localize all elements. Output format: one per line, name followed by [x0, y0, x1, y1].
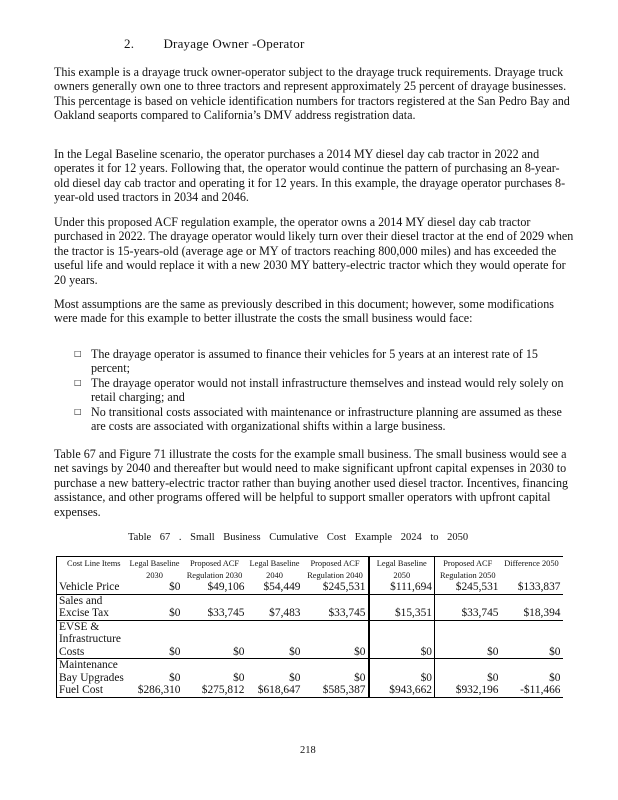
table-row [57, 620, 563, 659]
table-cell: $15,351 [369, 594, 435, 620]
table-cell: $0 [169, 671, 181, 684]
table-cell: -$11,466 [501, 684, 563, 697]
table-row [57, 594, 563, 620]
paragraph-assumptions: Most assumptions are the same as previously described in this document; however, some modifications were made for this example to better illustrate the costs the small business would face: [54, 297, 554, 326]
list-item [74, 376, 574, 405]
table-cell: $275,812 [183, 684, 247, 697]
table-cell: $0 [501, 620, 563, 659]
paragraph-intro: This example is a drayage truck owner-operator subject to the drayage truck requirements. Drayage truck owners generally own one to three tractors and represent approximately 25 percent of drayage businesses. This percentage is based on vehicle identification numbers for tractors registered at the San Pedro Bay and Oakland seaports compared to California’s DMV address registration data. [54, 65, 570, 123]
table-caption: Table 67 . Small Business Cumulative Cost Example 2024 to 2050 [128, 532, 469, 543]
table-cell: $618,647 [247, 684, 303, 697]
table-cell: $0 [289, 671, 301, 684]
column-header: Proposed ACF Regulation 2050 [435, 557, 501, 582]
table-cell: $0 [354, 671, 366, 684]
table-cell: $33,745 [435, 594, 501, 620]
row-label: Sales and Excise Tax [57, 594, 127, 620]
bullet-icon: □ [74, 406, 82, 416]
column-header: Proposed ACF Regulation 2040 [303, 557, 369, 582]
column-header: Difference 2050 [501, 557, 563, 582]
section-title: Drayage Owner -Operator [163, 36, 305, 51]
table-cell: $0 [435, 659, 501, 685]
table-cell: $33,745 [183, 594, 247, 620]
table-cell: $33,745 [303, 594, 369, 620]
row-label: EVSE & Infrastructure Costs [57, 620, 127, 659]
paragraph-proposed-acf: Under this proposed ACF regulation example, the operator owns a 2014 MY diesel day cab tractor purchased in 2022. The drayage operator would likely turn over their diesel tractor at the end of 2029 when the tractor is 15-years-old (average age or MY of tractors reaching 800,000 miles) and has exceeded the useful life and would replace it with a new 2030 MY battery-electric tractor which they would operate for 20 years. [54, 215, 574, 287]
row-label: Vehicle Price [57, 581, 127, 594]
table-cell: $18,394 [501, 594, 563, 620]
section-number: 2. [124, 36, 135, 51]
table-cell: $49,106 [183, 581, 247, 594]
table-cell: $0 [435, 620, 501, 659]
list-item-text: The drayage operator is assumed to finance their vehicles for 5 years at an interest rate of 15 percent; [91, 347, 538, 376]
column-header: Proposed ACF Regulation 2030 [183, 557, 247, 582]
table-row [57, 581, 563, 594]
paragraph-legal-baseline: In the Legal Baseline scenario, the operator purchases a 2014 MY diesel day cab tractor in 2022 and operates it for 12 years. Following that, the operator would continue the pattern of purchasing an 8-year-old diesel day cab tractor and operating it for 12 years. In this example, the drayage operator purchases 8-year-old used tractors in 2034 and 2046. [54, 147, 566, 205]
list-item-text: The drayage operator would not install infrastructure themselves and instead would rely solely on retail charging; and [91, 375, 564, 405]
table-cell: $0 [369, 620, 435, 659]
row-label: Fuel Cost [57, 684, 127, 697]
table-cell: $0 [549, 671, 561, 684]
table-header-row [57, 557, 563, 582]
table-cell: $932,196 [435, 684, 501, 697]
table-cell: $111,694 [369, 581, 435, 594]
column-header: Legal Baseline 2040 [247, 557, 303, 582]
list-item [74, 347, 574, 376]
table-cell: $0 [303, 620, 369, 659]
table-cell: $0 [247, 620, 303, 659]
table-cell: $0 [183, 620, 247, 659]
row-label: Maintenance Bay Upgrades [57, 659, 127, 685]
table-cell: $0 [127, 581, 183, 594]
table-cell: $585,387 [303, 684, 369, 697]
column-header: Legal Baseline 2050 [369, 557, 435, 582]
table-row [57, 659, 563, 685]
table-cell: $286,310 [127, 684, 183, 697]
bullet-icon: □ [74, 349, 82, 358]
column-header: Cost Line Items [57, 557, 127, 582]
cost-table [56, 556, 563, 698]
table-cell: $245,531 [435, 581, 501, 594]
page-number: 218 [300, 745, 316, 756]
table-cell: $0 [127, 594, 183, 620]
assumption-list [74, 347, 574, 433]
list-item-text: No transitional costs associated with maintenance or infrastructure planning are assumed as these are costs are associated with organizational shifts within a large business. [91, 404, 562, 434]
section-heading [124, 36, 304, 52]
table-cell: $0 [233, 671, 245, 684]
list-item [74, 405, 574, 434]
table-cell: $0 [369, 659, 435, 685]
bullet-icon: □ [74, 377, 82, 387]
table-cell: $0 [127, 620, 183, 659]
table-row [57, 684, 563, 697]
paragraph-table-summary: Table 67 and Figure 71 illustrate the costs for the example small business. The small business would see a net savings by 2040 and thereafter but would need to make significant upfront capital expenses in 2030 to purchase a new battery-electric tractor rather than buying another used diesel tractor. Incentives, financing assistance, and other programs offered will be helpful to support smaller operators with upfront capital expenses. [54, 447, 569, 519]
column-header: Legal Baseline 2030 [127, 557, 183, 582]
table-cell: $54,449 [247, 581, 303, 594]
table-cell: $943,662 [369, 684, 435, 697]
table-cell: $245,531 [303, 581, 369, 594]
table-cell: $7,483 [247, 594, 303, 620]
table-cell: $133,837 [501, 581, 563, 594]
